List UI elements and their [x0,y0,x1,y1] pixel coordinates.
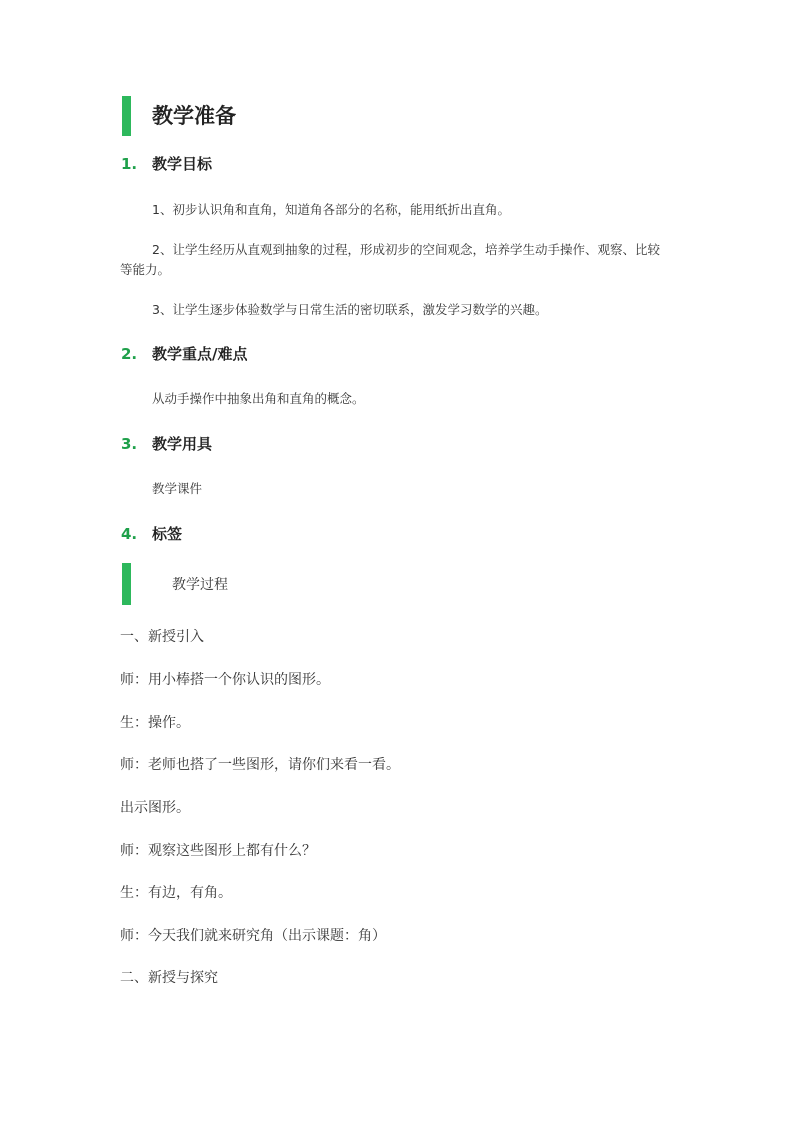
process-line: 二、新授与探究 [120,970,218,986]
process-line: 师：观察这些图形上都有什么？ [120,843,316,859]
goal-item: 3、让学生逐步体验数学与日常生活的密切联系，激发学习数学的兴趣。 [152,302,548,317]
process-line: 生：有边，有角。 [120,885,232,901]
process-line: 出示图形。 [120,800,190,816]
key-points-text: 从动手操作中抽象出角和直角的概念。 [152,391,365,406]
process-line: 师：用小棒搭一个你认识的图形。 [120,672,330,688]
process-title: 教学过程 [172,577,228,593]
section-title-tags: 标签 [152,525,183,543]
process-line: 师：老师也搭了一些图形，请你们来看一看。 [120,757,400,773]
goal-item: 1、初步认识角和直角，知道角各部分的名称，能用纸折出直角。 [152,202,510,217]
section-title-tools: 教学用具 [152,435,213,453]
process-line: 生：操作。 [120,715,190,731]
goal-text: 2、让学生经历从直观到抽象的过程，形成初步的空间观念，培养学生动手操作、观察、比较等能力。 [120,242,660,277]
tools-text: 教学课件 [152,481,203,496]
goal-item [120,240,668,280]
process-line: 师：今天我们就来研究角（出示课题：角） [120,928,386,944]
section-number: 4. [121,525,138,543]
section-accent-bar [122,563,131,605]
process-line: 一、新授引入 [120,629,204,645]
section-number: 3. [121,435,138,453]
section-title-goals: 教学目标 [152,155,213,173]
section-accent-bar [122,96,131,136]
section-number: 2. [121,345,138,363]
page-title: 教学准备 [152,104,236,128]
section-number: 1. [121,155,138,173]
section-title-key-points: 教学重点/难点 [152,345,248,363]
